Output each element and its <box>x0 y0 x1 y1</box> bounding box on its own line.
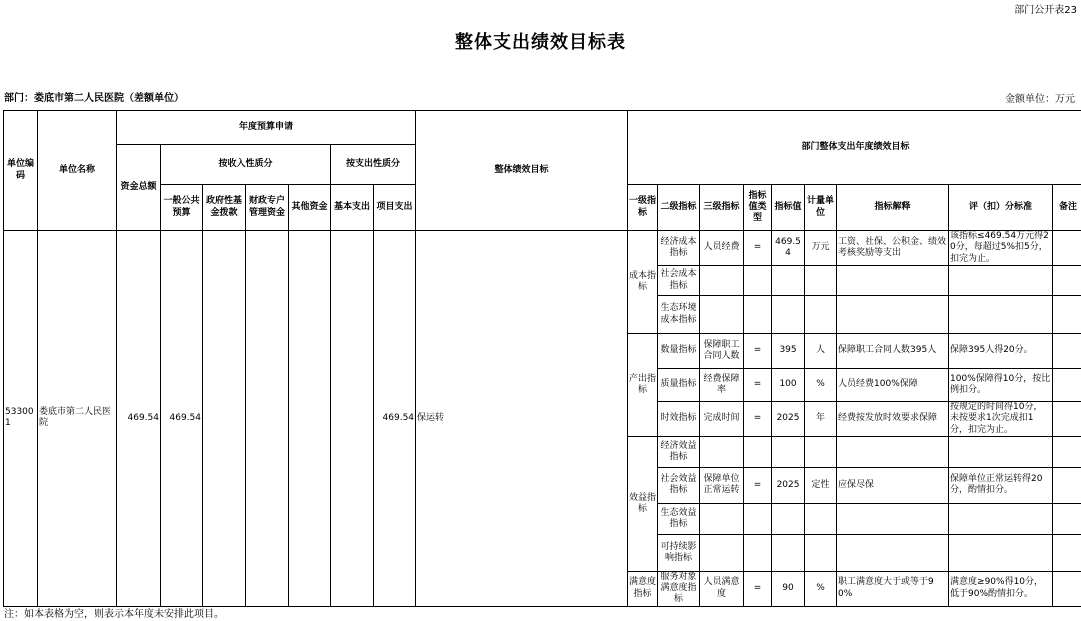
remark-cell <box>1053 334 1081 369</box>
unit-name-cell: 娄底市第二人民医院 <box>38 231 117 607</box>
unit-cell: 年 <box>805 402 837 437</box>
unit-cell: 万元 <box>805 231 837 266</box>
type-cell <box>744 296 772 334</box>
value-cell: 90 <box>772 571 805 606</box>
score-cell <box>949 503 1053 534</box>
value-cell <box>772 266 805 296</box>
type-cell: = <box>744 402 772 437</box>
level2-cell: 服务对象满意度指标 <box>658 571 700 606</box>
remark-cell <box>1053 436 1081 467</box>
form-number: 部门公开表23 <box>1014 5 1077 16</box>
level3-cell: 经费保障率 <box>700 369 744 402</box>
score-cell: 保障单位正常运转得20分，酌情扣分。 <box>949 467 1053 503</box>
department-label: 部门：娄底市第二人民医院（差额单位） <box>4 93 184 104</box>
level1-satisfaction: 满意度指标 <box>628 571 658 606</box>
explain-cell: 人员经费100%保障 <box>837 369 949 402</box>
level1-benefit: 效益指标 <box>628 436 658 571</box>
level3-cell <box>700 296 744 334</box>
table-row <box>4 231 1081 266</box>
other-funds-cell <box>289 231 331 607</box>
header-basic-expense: 基本支出 <box>331 185 374 231</box>
type-cell: = <box>744 334 772 369</box>
value-cell: 469.54 <box>772 231 805 266</box>
header-unit-code: 单位编码 <box>4 111 38 231</box>
basic-expense-cell <box>331 231 374 607</box>
unit-cell <box>805 503 837 534</box>
header-level2: 二级指标 <box>658 185 700 231</box>
header-budget-request: 年度预算申请 <box>117 111 416 145</box>
header-by-income: 按收入性质分 <box>161 145 331 185</box>
level3-cell: 保障职工合同人数 <box>700 334 744 369</box>
level3-cell <box>700 534 744 571</box>
value-cell: 395 <box>772 334 805 369</box>
header-gov-fund: 政府性基金拨款 <box>203 185 246 231</box>
level3-cell: 人员满意度 <box>700 571 744 606</box>
header-indicator-value: 指标值 <box>772 185 805 231</box>
header-overall-goal: 整体绩效目标 <box>416 111 628 231</box>
score-cell <box>949 266 1053 296</box>
level2-cell: 时效指标 <box>658 402 700 437</box>
unit-cell: 人 <box>805 334 837 369</box>
score-cell: 保障395人得20分。 <box>949 334 1053 369</box>
level2-cell: 社会效益指标 <box>658 467 700 503</box>
explain-cell: 工资、社保、公积金、绩效考核奖励等支出 <box>837 231 949 266</box>
unit-cell: % <box>805 571 837 606</box>
type-cell: = <box>744 571 772 606</box>
value-cell: 2025 <box>772 467 805 503</box>
score-cell <box>949 296 1053 334</box>
remark-cell <box>1053 402 1081 437</box>
level3-cell: 人员经费 <box>700 231 744 266</box>
score-cell: 该指标≤469.54万元得20分，每超过5%扣5分，扣完为止。 <box>949 231 1053 266</box>
score-cell: 满意度≥90%得10分，低于90%酌情扣分。 <box>949 571 1053 606</box>
type-cell <box>744 436 772 467</box>
remark-cell <box>1053 296 1081 334</box>
footnote: 注：如本表格为空，则表示本年度未安排此项目。 <box>4 609 224 620</box>
level1-output: 产出指标 <box>628 334 658 437</box>
unit-cell <box>805 266 837 296</box>
header-fiscal-special: 财政专户管理资金 <box>246 185 289 231</box>
explain-cell <box>837 296 949 334</box>
type-cell: = <box>744 231 772 266</box>
value-cell <box>772 534 805 571</box>
unit-cell: % <box>805 369 837 402</box>
score-cell <box>949 436 1053 467</box>
fiscal-special-cell <box>246 231 289 607</box>
gov-fund-cell <box>203 231 246 607</box>
level3-cell <box>700 436 744 467</box>
level2-cell: 社会成本指标 <box>658 266 700 296</box>
remark-cell <box>1053 571 1081 606</box>
type-cell <box>744 534 772 571</box>
unit-cell <box>805 436 837 467</box>
header-remarks: 备注 <box>1053 185 1081 231</box>
level3-cell: 保障单位正常运转 <box>700 467 744 503</box>
header-total-funds: 资金总额 <box>117 145 161 231</box>
overall-goal-cell: 保运转 <box>416 231 628 607</box>
value-cell <box>772 296 805 334</box>
unit-cell: 定性 <box>805 467 837 503</box>
explain-cell <box>837 266 949 296</box>
explain-cell <box>837 534 949 571</box>
remark-cell <box>1053 369 1081 402</box>
level3-cell <box>700 266 744 296</box>
explain-cell: 保障职工合同人数395人 <box>837 334 949 369</box>
header-other-funds: 其他资金 <box>289 185 331 231</box>
level2-cell: 数量指标 <box>658 334 700 369</box>
header-unit-name: 单位名称 <box>38 111 117 231</box>
level2-cell: 经济效益指标 <box>658 436 700 467</box>
header-scoring: 评（扣）分标准 <box>949 185 1053 231</box>
unit-code-cell: 533001 <box>4 231 38 607</box>
type-cell: = <box>744 369 772 402</box>
explain-cell <box>837 436 949 467</box>
level3-cell <box>700 503 744 534</box>
score-cell <box>949 534 1053 571</box>
header-project-expense: 项目支出 <box>374 185 416 231</box>
header-measure-unit: 计量单位 <box>805 185 837 231</box>
header-level3: 三级指标 <box>700 185 744 231</box>
header-indicator-type: 指标值类型 <box>744 185 772 231</box>
amount-unit-label: 金额单位：万元 <box>1005 94 1075 105</box>
header-explanation: 指标解释 <box>837 185 949 231</box>
type-cell <box>744 266 772 296</box>
level2-cell: 经济成本指标 <box>658 231 700 266</box>
remark-cell <box>1053 231 1081 266</box>
general-budget-cell: 469.54 <box>161 231 203 607</box>
header-level1: 一级指标 <box>628 185 658 231</box>
explain-cell <box>837 503 949 534</box>
value-cell: 100 <box>772 369 805 402</box>
explain-cell: 职工满意度大于或等于90% <box>837 571 949 606</box>
level2-cell: 生态环境成本指标 <box>658 296 700 334</box>
value-cell <box>772 436 805 467</box>
header-dept-goal: 部门整体支出年度绩效目标 <box>628 111 1081 185</box>
remark-cell <box>1053 266 1081 296</box>
value-cell: 2025 <box>772 402 805 437</box>
remark-cell <box>1053 503 1081 534</box>
level2-cell: 可持续影响指标 <box>658 534 700 571</box>
explain-cell: 经费按发放时效要求保障 <box>837 402 949 437</box>
level2-cell: 质量指标 <box>658 369 700 402</box>
total-funds-cell: 469.54 <box>117 231 161 607</box>
score-cell: 100%保障得10分，按比例扣分。 <box>949 369 1053 402</box>
unit-cell <box>805 534 837 571</box>
level2-cell: 生态效益指标 <box>658 503 700 534</box>
value-cell <box>772 503 805 534</box>
project-expense-cell: 469.54 <box>374 231 416 607</box>
remark-cell <box>1053 467 1081 503</box>
level1-cost: 成本指标 <box>628 231 658 334</box>
explain-cell: 应保尽保 <box>837 467 949 503</box>
score-cell: 按规定的时间得10分，未按要求1次完成扣1分，扣完为止。 <box>949 402 1053 437</box>
page-title: 整体支出绩效目标表 <box>455 32 626 53</box>
unit-cell <box>805 296 837 334</box>
performance-table <box>3 110 1081 607</box>
level3-cell: 完成时间 <box>700 402 744 437</box>
header-general-budget: 一般公共预算 <box>161 185 203 231</box>
type-cell <box>744 503 772 534</box>
header-by-expense: 按支出性质分 <box>331 145 416 185</box>
remark-cell <box>1053 534 1081 571</box>
type-cell: = <box>744 467 772 503</box>
